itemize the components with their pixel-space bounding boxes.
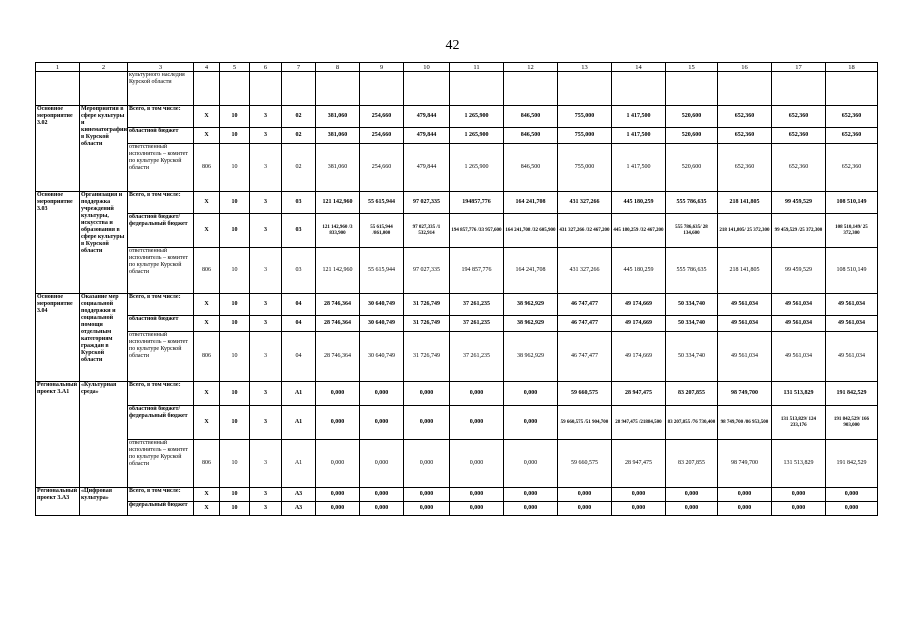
code-cell: 3	[250, 214, 282, 248]
value-cell: 445 180,259	[612, 248, 666, 294]
code-cell: 02	[282, 106, 316, 128]
table-row	[36, 382, 878, 406]
value-cell: 121 142,960 /3 833,900	[316, 214, 360, 248]
code-cell: X	[194, 488, 220, 502]
value-cell: 0,000	[826, 502, 878, 516]
value-cell: 164 241,708 /32 605,900	[504, 214, 558, 248]
value-cell: 83 207,855	[666, 440, 718, 488]
value-cell: 46 747,477	[558, 294, 612, 316]
value-cell: 0,000	[404, 406, 450, 440]
header-cell: 4	[194, 63, 220, 72]
code-cell: 3	[250, 294, 282, 316]
row-label: ответственный исполнитель – комитет по культуре Курской области	[128, 248, 194, 294]
value-cell: 98 749,700	[718, 440, 772, 488]
value-cell: 755,000	[558, 128, 612, 144]
continuation-row	[36, 72, 878, 106]
value-cell: 191 842,529	[826, 382, 878, 406]
code-cell: X	[194, 406, 220, 440]
header-cell: 13	[558, 63, 612, 72]
value-cell: 0,000	[772, 488, 826, 502]
code-cell: А3	[282, 488, 316, 502]
value-cell: 1 417,500	[612, 106, 666, 128]
value-cell: 479,844	[404, 106, 450, 128]
code-cell: 806	[194, 332, 220, 382]
table-row	[36, 128, 878, 144]
code-cell: X	[194, 502, 220, 516]
value-cell: 652,360	[772, 106, 826, 128]
value-cell: 0,000	[504, 440, 558, 488]
section-description: Организация и поддержка учреждений культуры, искусства и образования в сфере культуры в Курской области	[80, 192, 128, 294]
row-label: ответственный исполнитель – комитет по культуре Курской области	[128, 440, 194, 488]
value-cell: 0,000	[558, 488, 612, 502]
section-description: Оказание мер социальной поддержки и социальной помощи отдельным категориям граждан в Курской области	[80, 294, 128, 382]
value-cell: 431 327,266	[558, 248, 612, 294]
empty-cell	[558, 72, 612, 106]
row-label: федеральный бюджет	[128, 502, 194, 516]
value-cell: 28 746,364	[316, 332, 360, 382]
table-body	[36, 63, 878, 516]
value-cell: 520,600	[666, 106, 718, 128]
section-name: Региональный проект 3.А3	[36, 488, 80, 516]
table-row	[36, 214, 878, 248]
code-cell: 04	[282, 316, 316, 332]
empty-cell	[250, 72, 282, 106]
header-cell: 2	[80, 63, 128, 72]
value-cell: 99 459,529	[772, 192, 826, 214]
value-cell: 191 842,529/ 166 903,000	[826, 406, 878, 440]
code-cell: 3	[250, 440, 282, 488]
header-cell: 17	[772, 63, 826, 72]
value-cell: 0,000	[404, 488, 450, 502]
value-cell: 49 561,034	[718, 294, 772, 316]
value-cell: 28 947,475 /21884,500	[612, 406, 666, 440]
value-cell: 0,000	[404, 382, 450, 406]
value-cell: 37 261,235	[450, 294, 504, 316]
value-cell: 99 459,529	[772, 248, 826, 294]
code-cell: 3	[250, 316, 282, 332]
header-cell: 14	[612, 63, 666, 72]
row-label: Всего, в том числе:	[128, 192, 194, 214]
value-cell: 652,360	[718, 128, 772, 144]
code-cell: А1	[282, 382, 316, 406]
empty-cell	[450, 72, 504, 106]
section-name: Основное мероприятие 3.02	[36, 106, 80, 192]
value-cell: 0,000	[504, 382, 558, 406]
value-cell: 28 947,475	[612, 440, 666, 488]
value-cell: 0,000	[612, 488, 666, 502]
value-cell: 652,360	[826, 144, 878, 192]
header-cell: 15	[666, 63, 718, 72]
value-cell: 0,000	[316, 406, 360, 440]
code-cell: 3	[250, 144, 282, 192]
value-cell: 49 174,669	[612, 332, 666, 382]
value-cell: 0,000	[504, 488, 558, 502]
value-cell: 0,000	[450, 488, 504, 502]
value-cell: 1 265,900	[450, 106, 504, 128]
section-name: Основное мероприятие 3.03	[36, 192, 80, 294]
value-cell: 652,360	[826, 106, 878, 128]
value-cell: 191 842,529	[826, 440, 878, 488]
header-cell: 11	[450, 63, 504, 72]
value-cell: 0,000	[360, 406, 404, 440]
code-cell: А1	[282, 406, 316, 440]
code-cell: 10	[220, 488, 250, 502]
value-cell: 31 726,749	[404, 294, 450, 316]
value-cell: 0,000	[360, 382, 404, 406]
value-cell: 555 786,635/ 28 134,600	[666, 214, 718, 248]
value-cell: 431 327,266 /32 467,200	[558, 214, 612, 248]
code-cell: А3	[282, 502, 316, 516]
value-cell: 50 334,740	[666, 316, 718, 332]
code-cell: 10	[220, 248, 250, 294]
value-cell: 0,000	[450, 382, 504, 406]
value-cell: 49 561,034	[772, 332, 826, 382]
value-cell: 381,060	[316, 106, 360, 128]
empty-cell	[504, 72, 558, 106]
code-cell: X	[194, 128, 220, 144]
code-cell: X	[194, 294, 220, 316]
value-cell: 108 510,149	[826, 248, 878, 294]
value-cell: 49 561,034	[718, 316, 772, 332]
value-cell: 59 660,575	[558, 440, 612, 488]
value-cell: 755,000	[558, 144, 612, 192]
row-label: областной бюджет	[128, 316, 194, 332]
code-cell: 3	[250, 502, 282, 516]
code-cell: 10	[220, 332, 250, 382]
section-description: «Культурная среда»	[80, 382, 128, 488]
value-cell: 121 142,960	[316, 248, 360, 294]
value-cell: 99 459,529 /25 372,300	[772, 214, 826, 248]
value-cell: 218 141,805	[718, 192, 772, 214]
value-cell: 98 749,700 /86 953,500	[718, 406, 772, 440]
table-row	[36, 106, 878, 128]
value-cell: 479,844	[404, 128, 450, 144]
value-cell: 0,000	[718, 488, 772, 502]
value-cell: 555 786,635	[666, 192, 718, 214]
value-cell: 55 615,944 /861,000	[360, 214, 404, 248]
row-label: ответственный исполнитель – комитет по культуре Курской области	[128, 144, 194, 192]
header-cell: 3	[128, 63, 194, 72]
value-cell: 131 513,829/ 124 233,176	[772, 406, 826, 440]
table-row	[36, 488, 878, 502]
value-cell: 0,000	[666, 502, 718, 516]
value-cell: 49 174,669	[612, 294, 666, 316]
row-label: областной бюджет	[128, 128, 194, 144]
value-cell: 0,000	[772, 502, 826, 516]
code-cell: 10	[220, 128, 250, 144]
row-label: областной бюджет/ федеральный бюджет	[128, 214, 194, 248]
value-cell: 254,660	[360, 144, 404, 192]
code-cell: 3	[250, 488, 282, 502]
value-cell: 30 640,749	[360, 316, 404, 332]
code-cell: 03	[282, 214, 316, 248]
header-row	[36, 63, 878, 72]
value-cell: 479,844	[404, 144, 450, 192]
value-cell: 0,000	[360, 440, 404, 488]
value-cell: 652,360	[718, 106, 772, 128]
value-cell: 0,000	[316, 488, 360, 502]
value-cell: 755,000	[558, 106, 612, 128]
value-cell: 30 640,749	[360, 332, 404, 382]
value-cell: 0,000	[666, 488, 718, 502]
code-cell: 02	[282, 128, 316, 144]
value-cell: 49 561,034	[826, 294, 878, 316]
value-cell: 28 746,364	[316, 316, 360, 332]
code-cell: 3	[250, 128, 282, 144]
code-cell: 806	[194, 440, 220, 488]
row-label: Всего, в том числе:	[128, 106, 194, 128]
value-cell: 97 027,335	[404, 248, 450, 294]
value-cell: 31 726,749	[404, 332, 450, 382]
value-cell: 49 561,034	[772, 294, 826, 316]
value-cell: 194 857,776 /33 957,600	[450, 214, 504, 248]
value-cell: 49 174,669	[612, 316, 666, 332]
value-cell: 49 561,034	[772, 316, 826, 332]
header-cell: 6	[250, 63, 282, 72]
value-cell: 28 746,364	[316, 294, 360, 316]
empty-cell	[612, 72, 666, 106]
value-cell: 520,600	[666, 128, 718, 144]
header-cell: 5	[220, 63, 250, 72]
value-cell: 131 513,829	[772, 382, 826, 406]
value-cell: 0,000	[504, 406, 558, 440]
value-cell: 652,360	[718, 144, 772, 192]
empty-cell	[404, 72, 450, 106]
table-row	[36, 192, 878, 214]
empty-cell	[718, 72, 772, 106]
code-cell: 10	[220, 406, 250, 440]
value-cell: 1 417,500	[612, 144, 666, 192]
code-cell: 3	[250, 332, 282, 382]
value-cell: 0,000	[504, 502, 558, 516]
value-cell: 98 749,700	[718, 382, 772, 406]
empty-cell	[282, 72, 316, 106]
value-cell: 652,360	[826, 128, 878, 144]
value-cell: 121 142,960	[316, 192, 360, 214]
value-cell: 97 027,335	[404, 192, 450, 214]
code-cell: 03	[282, 192, 316, 214]
code-cell: 3	[250, 106, 282, 128]
row-label: ответственный исполнитель – комитет по культуре Курской области	[128, 332, 194, 382]
code-cell: 3	[250, 382, 282, 406]
code-cell: X	[194, 382, 220, 406]
empty-cell	[220, 72, 250, 106]
code-cell: 10	[220, 502, 250, 516]
value-cell: 38 962,929	[504, 316, 558, 332]
empty-cell	[36, 72, 80, 106]
value-cell: 254,660	[360, 106, 404, 128]
header-cell: 12	[504, 63, 558, 72]
section-description: Мероприятия в сфере культуры и кинематографии в Курской области	[80, 106, 128, 192]
value-cell: 108 510,149/ 25 372,300	[826, 214, 878, 248]
section-name: Основное мероприятие 3.04	[36, 294, 80, 382]
value-cell: 0,000	[360, 488, 404, 502]
value-cell: 0,000	[316, 440, 360, 488]
code-cell: X	[194, 106, 220, 128]
value-cell: 1 265,900	[450, 128, 504, 144]
table-row	[36, 332, 878, 382]
code-cell: 806	[194, 248, 220, 294]
value-cell: 49 561,034	[718, 332, 772, 382]
code-cell: X	[194, 192, 220, 214]
header-cell: 9	[360, 63, 404, 72]
budget-table	[35, 62, 878, 516]
empty-cell	[316, 72, 360, 106]
row-label: областной бюджет/ федеральный бюджет	[128, 406, 194, 440]
value-cell: 0,000	[360, 502, 404, 516]
code-cell: 03	[282, 248, 316, 294]
code-cell: 10	[220, 144, 250, 192]
value-cell: 445 180,259	[612, 192, 666, 214]
value-cell: 381,060	[316, 128, 360, 144]
header-cell: 7	[282, 63, 316, 72]
code-cell: 04	[282, 332, 316, 382]
row-label: Всего, в том числе:	[128, 294, 194, 316]
value-cell: 1 265,900	[450, 144, 504, 192]
value-cell: 37 261,235	[450, 316, 504, 332]
empty-cell	[360, 72, 404, 106]
value-cell: 108 510,149	[826, 192, 878, 214]
value-cell: 846,500	[504, 106, 558, 128]
value-cell: 46 747,477	[558, 332, 612, 382]
value-cell: 445 180,259 /32 467,200	[612, 214, 666, 248]
value-cell: 97 027,335 /1 532,914	[404, 214, 450, 248]
value-cell: 164 241,708	[504, 248, 558, 294]
header-cell: 10	[404, 63, 450, 72]
code-cell: 10	[220, 192, 250, 214]
value-cell: 0,000	[316, 502, 360, 516]
empty-cell	[80, 72, 128, 106]
value-cell: 83 207,855	[666, 382, 718, 406]
empty-cell	[194, 72, 220, 106]
code-cell: 10	[220, 214, 250, 248]
value-cell: 46 747,477	[558, 316, 612, 332]
value-cell: 50 334,740	[666, 294, 718, 316]
value-cell: 254,660	[360, 128, 404, 144]
value-cell: 0,000	[612, 502, 666, 516]
value-cell: 164 241,708	[504, 192, 558, 214]
value-cell: 555 786,635	[666, 248, 718, 294]
value-cell: 0,000	[316, 382, 360, 406]
value-cell: 0,000	[450, 440, 504, 488]
table-row	[36, 144, 878, 192]
code-cell: 10	[220, 106, 250, 128]
value-cell: 38 962,929	[504, 332, 558, 382]
code-cell: X	[194, 316, 220, 332]
table-row	[36, 248, 878, 294]
section-name: Региональный проект 3.А1	[36, 382, 80, 488]
code-cell: 3	[250, 248, 282, 294]
value-cell: 218 141,805	[718, 248, 772, 294]
value-cell: 194857,776	[450, 192, 504, 214]
value-cell: 1 417,500	[612, 128, 666, 144]
table-row	[36, 316, 878, 332]
value-cell: 194 857,776	[450, 248, 504, 294]
code-cell: 3	[250, 406, 282, 440]
empty-cell	[826, 72, 878, 106]
value-cell: 0,000	[826, 488, 878, 502]
value-cell: 0,000	[450, 406, 504, 440]
row-label: Всего, в том числе:	[128, 382, 194, 406]
code-cell: 3	[250, 192, 282, 214]
value-cell: 59 660,575 /51 904,700	[558, 406, 612, 440]
table-row	[36, 294, 878, 316]
value-cell: 83 207,855 /76 730,400	[666, 406, 718, 440]
value-cell: 846,500	[504, 144, 558, 192]
code-cell: 806	[194, 144, 220, 192]
header-cell: 1	[36, 63, 80, 72]
value-cell: 0,000	[404, 502, 450, 516]
value-cell: 0,000	[718, 502, 772, 516]
empty-cell	[772, 72, 826, 106]
value-cell: 49 561,034	[826, 316, 878, 332]
value-cell: 0,000	[450, 502, 504, 516]
value-cell: 59 660,575	[558, 382, 612, 406]
header-cell: 18	[826, 63, 878, 72]
value-cell: 131 513,829	[772, 440, 826, 488]
value-cell: 652,360	[772, 144, 826, 192]
header-cell: 8	[316, 63, 360, 72]
value-cell: 50 334,740	[666, 332, 718, 382]
table-row	[36, 406, 878, 440]
value-cell: 49 561,034	[826, 332, 878, 382]
table-row	[36, 440, 878, 488]
value-cell: 31 726,749	[404, 316, 450, 332]
section-description: «Цифровая культура»	[80, 488, 128, 516]
value-cell: 381,060	[316, 144, 360, 192]
value-cell: 55 615,944	[360, 192, 404, 214]
code-cell: 04	[282, 294, 316, 316]
table-row	[36, 502, 878, 516]
code-cell: 10	[220, 440, 250, 488]
responsible-label: культурного наследия Курской области	[128, 72, 194, 106]
value-cell: 0,000	[558, 502, 612, 516]
code-cell: X	[194, 214, 220, 248]
value-cell: 218 141,805/ 25 372,300	[718, 214, 772, 248]
value-cell: 520,600	[666, 144, 718, 192]
value-cell: 28 947,475	[612, 382, 666, 406]
code-cell: 10	[220, 294, 250, 316]
value-cell: 0,000	[404, 440, 450, 488]
header-cell: 16	[718, 63, 772, 72]
page-number: 42	[445, 38, 460, 53]
value-cell: 38 962,929	[504, 294, 558, 316]
value-cell: 30 640,749	[360, 294, 404, 316]
value-cell: 431 327,266	[558, 192, 612, 214]
value-cell: 37 261,235	[450, 332, 504, 382]
value-cell: 55 615,944	[360, 248, 404, 294]
row-label: Всего, в том числе:	[128, 488, 194, 502]
value-cell: 652,360	[772, 128, 826, 144]
code-cell: 10	[220, 382, 250, 406]
code-cell: А1	[282, 440, 316, 488]
value-cell: 846,500	[504, 128, 558, 144]
empty-cell	[666, 72, 718, 106]
code-cell: 10	[220, 316, 250, 332]
code-cell: 02	[282, 144, 316, 192]
